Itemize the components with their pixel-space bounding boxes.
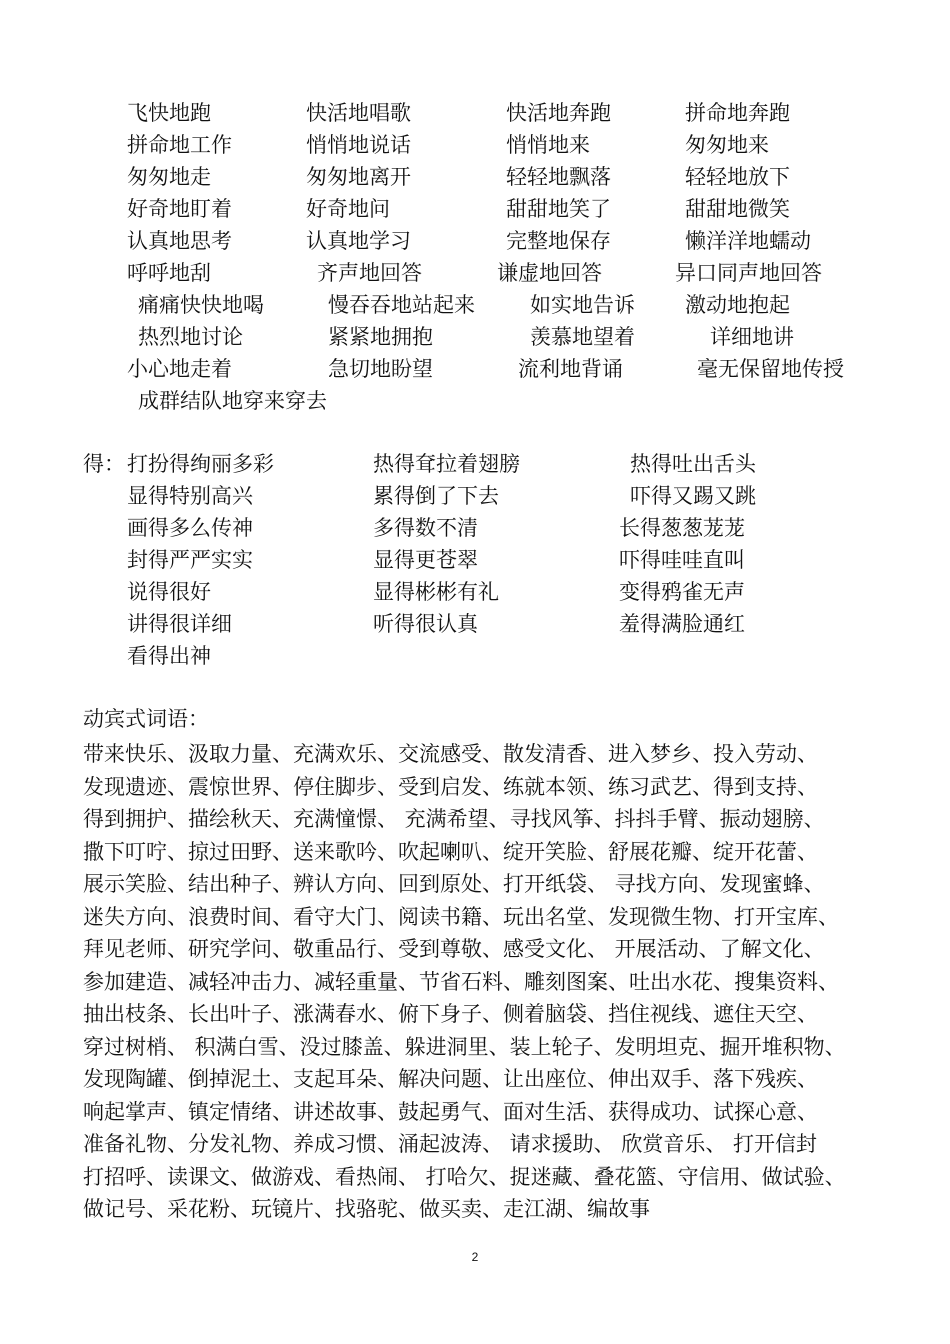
de-phrase: 打扮得绚丽多彩: [127, 452, 274, 476]
de-phrase: 羞得满脸通红: [619, 612, 745, 636]
di-phrase: 呼呼地刮: [127, 261, 211, 285]
di-phrase: 成群结队地穿来穿去: [138, 389, 327, 413]
page-number: 2: [471, 1250, 479, 1264]
de-phrase: 长得葱葱茏茏: [619, 516, 745, 540]
de-phrase: 累得倒了下去: [373, 484, 499, 508]
de-phrase: 封得严严实实: [127, 548, 253, 572]
di-phrase: 流利地背诵: [518, 357, 623, 381]
di-phrase: 悄悄地说话: [306, 133, 411, 157]
di-phrase: 轻轻地放下: [685, 165, 790, 189]
di-phrase: 好奇地盯着: [127, 197, 232, 221]
di-phrase: 异口同声地回答: [675, 261, 822, 285]
de-phrase: 显得更苍翠: [373, 548, 478, 572]
di-phrase: 羡慕地望着: [530, 325, 635, 349]
di-phrase: 拼命地工作: [127, 133, 232, 157]
di-phrase: 认真地学习: [306, 229, 411, 253]
di-phrase: 谦虚地回答: [497, 261, 602, 285]
de-phrase: 讲得很详细: [127, 612, 232, 636]
di-phrase: 小心地走着: [127, 357, 232, 381]
de-phrase: 说得很好: [127, 580, 211, 604]
verb-object-heading: 动宾式词语：: [83, 707, 209, 731]
di-phrase: 甜甜地笑了: [506, 197, 611, 221]
de-phrase: 热得耷拉着翅膀: [373, 452, 520, 476]
di-phrase: 认真地思考: [127, 229, 232, 253]
di-phrase: 懒洋洋地蠕动: [685, 229, 811, 253]
de-phrase: 看得出神: [127, 644, 211, 668]
de-phrase: 吓得哇哇直叫: [619, 548, 745, 572]
di-phrase: 快活地奔跑: [506, 101, 611, 125]
di-phrase: 好奇地问: [306, 197, 390, 221]
di-phrase: 激动地抱起: [685, 293, 790, 317]
di-phrase: 详细地讲: [710, 325, 794, 349]
di-phrase: 热烈地讨论: [138, 325, 243, 349]
di-phrase: 匆匆地来: [685, 133, 769, 157]
di-phrase: 飞快地跑: [127, 101, 211, 125]
de-phrase: 多得数不清: [373, 516, 478, 540]
de-heading: 得：: [83, 452, 125, 476]
di-phrase: 快活地唱歌: [306, 101, 411, 125]
di-phrase: 齐声地回答: [317, 261, 422, 285]
di-phrase: 毫无保留地传授: [697, 357, 844, 381]
di-phrase: 紧紧地拥抱: [328, 325, 433, 349]
di-phrase: 甜甜地微笑: [685, 197, 790, 221]
di-phrase: 急切地盼望: [328, 357, 433, 381]
di-phrase: 匆匆地离开: [306, 165, 411, 189]
de-phrase: 画得多么传神: [127, 516, 253, 540]
di-phrase: 如实地告诉: [530, 293, 635, 317]
di-phrase: 完整地保存: [506, 229, 611, 253]
de-phrase: 显得特别高兴: [127, 484, 253, 508]
de-phrase: 吓得又踢又跳: [630, 484, 756, 508]
de-phrase: 热得吐出舌头: [630, 452, 756, 476]
de-phrase: 显得彬彬有礼: [373, 580, 499, 604]
de-phrase: 变得鸦雀无声: [619, 580, 745, 604]
verb-object-paragraph: 带来快乐、汲取力量、充满欢乐、交流感受、散发清香、进入梦乡、投入劳动、 发现遗迹、震惊世界、停住脚步、受到启发、练就本领、练习武艺、得到支持、 得到拥护、描绘秋天、充满憧憬、 充满希望、寻找风筝、抖抖手臂、振动翅膀、 撒下叮咛、掠过田野、送来歌吟、吹起喇叭、绽开笑脸、舒展花瓣、绽开花蕾、 展示笑脸、结出种子、辨认方向、回到原处、打开纸袋、 寻找方向、发现蜜蜂、 迷失方向、浪费时间、看守大门、阅读书籍、玩出名堂、发现微生物、打开宝库、 拜见老师、研究学问、敬重品行、受到尊敬、感受文化、 开展活动、了解文化、 参加建造、减轻冲击力、减轻重量、节省石料、雕刻图案、吐出水花、搜集资料、 抽出枝条、长出叶子、涨满春水、俯下身子、侧着脑袋、挡住视线、遮住天空、 穿过树梢、 积满白雪、没过膝盖、躲进洞里、装上轮子、发明坦克、掘开堆积物、 发现陶罐、倒掉泥土、支起耳朵、解决问题、让出座位、伸出双手、落下残疾、 响起掌声、镇定情绪、讲述故事、鼓起勇气、面对生活、获得成功、试探心意、 准备礼物、分发礼物、养成习惯、涌起波涛、 请求援助、 欣赏音乐、 打开信封 打招呼、读课文、做游戏、看热闹、 打哈欠、捉迷藏、叠花篮、守信用、做试验、 做记号、采花粉、玩镜片、找骆驼、做买卖、走江湖、编故事: [83, 742, 846, 1221]
de-phrase: 听得很认真: [373, 612, 478, 636]
di-phrase: 痛痛快快地喝: [138, 293, 264, 317]
di-phrase: 悄悄地来: [506, 133, 590, 157]
di-phrase: 匆匆地走: [127, 165, 211, 189]
di-phrase: 轻轻地飘落: [506, 165, 611, 189]
di-phrase: 拼命地奔跑: [685, 101, 790, 125]
di-phrase: 慢吞吞地站起来: [328, 293, 475, 317]
